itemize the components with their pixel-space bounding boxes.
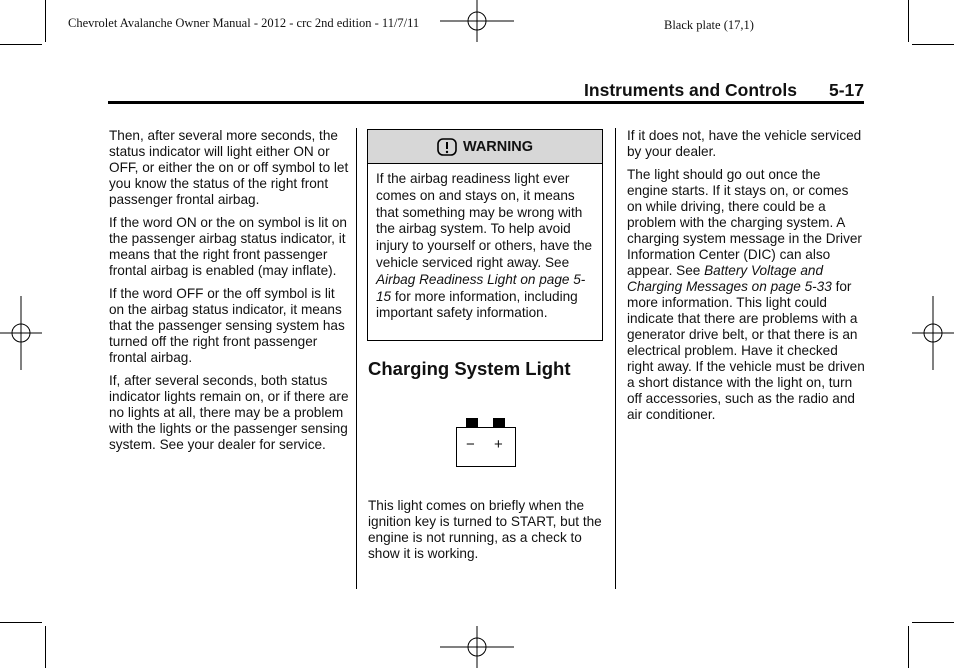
registration-target-icon xyxy=(912,296,954,370)
section-header xyxy=(584,80,864,101)
column-right xyxy=(627,128,865,430)
paragraph: Then, after several more seconds, the status indicator will light either ON or OFF, or either the on or off symbol to let you know the status of the right front passenger frontal airbag. xyxy=(109,128,349,207)
warning-box xyxy=(367,129,603,341)
battery-plus: + xyxy=(494,436,503,453)
warning-icon xyxy=(437,138,457,156)
battery-terminal-right xyxy=(493,418,505,427)
cross-reference-link[interactable]: Airbag Readiness Light on page 5-15 xyxy=(376,271,586,304)
registration-target-icon xyxy=(440,0,514,42)
battery-body xyxy=(456,427,516,467)
crop-mark xyxy=(0,44,42,45)
cross-reference-link[interactable]: Battery Voltage and Charging Messages on page 5-33 xyxy=(627,263,832,294)
warning-header xyxy=(368,130,602,164)
column-divider xyxy=(356,128,357,589)
battery-minus: − xyxy=(466,436,475,453)
paragraph: If the word ON or the on symbol is lit on the passenger airbag status indicator, it means that the right front passenger frontal airbag is enabled (may inflate). xyxy=(109,215,347,278)
crop-mark xyxy=(0,622,42,623)
crop-mark xyxy=(908,626,909,668)
plate-info: Black plate (17,1) xyxy=(664,18,754,32)
charging-system-heading: Charging System Light xyxy=(368,358,571,379)
warning-label: WARNING xyxy=(462,138,534,155)
crop-mark xyxy=(45,0,46,42)
paragraph: If, after several seconds, both status indicator lights remain on, or if there are no lights at all, there may be a problem with the lights or the passenger sensing system. See your dealer for service. xyxy=(109,373,349,452)
document-info: Chevrolet Avalanche Owner Manual - 2012 - crc 2nd edition - 11/7/11 xyxy=(68,16,420,30)
paragraph: If it does not, have the vehicle serviced by your dealer. xyxy=(627,128,862,159)
page-number: 5-17 xyxy=(828,80,864,100)
column-middle xyxy=(368,498,606,569)
crop-mark xyxy=(912,44,954,45)
paragraph: This light comes on briefly when the ignition key is turned to START, but the engine is not running, as a check to show it is working. xyxy=(368,498,602,561)
registration-target-icon xyxy=(440,626,514,668)
crop-mark xyxy=(45,626,46,668)
battery-icon xyxy=(454,418,518,470)
crop-mark xyxy=(908,0,909,42)
header-rule xyxy=(108,101,864,104)
column-divider xyxy=(615,128,616,589)
warning-text: If the airbag readiness light ever comes on and stays on, it means that something may be wrong with the airbag system. To help avoid injury to yourself or others, have the vehicle serviced right away. See Airbag Readiness Light on page 5-15 for more information, including important safety information. xyxy=(376,171,593,321)
column-left xyxy=(109,128,349,460)
battery-terminal-left xyxy=(466,418,478,427)
paragraph: If the word OFF or the off symbol is lit on the airbag status indicator, it means that the passenger sensing system has turned off the right front passenger frontal airbag. xyxy=(109,286,345,365)
section-title: Instruments and Controls xyxy=(584,80,797,100)
crop-mark xyxy=(912,622,954,623)
registration-target-icon xyxy=(0,296,42,370)
paragraph: The light should go out once the engine starts. If it stays on, or comes on while driving, there could be a problem with the charging system. A charging system message in the Driver Information Center (DIC) can also appear. See Battery Voltage and Charging Messages on page 5-33 for more information. This light could indicate that there are problems with a generator drive belt, or that there is an electrical problem. Have it checked right away. If the vehicle must be driven a short distance with the light on, turn off accessories, such as the radio and air conditioner. xyxy=(627,167,865,422)
